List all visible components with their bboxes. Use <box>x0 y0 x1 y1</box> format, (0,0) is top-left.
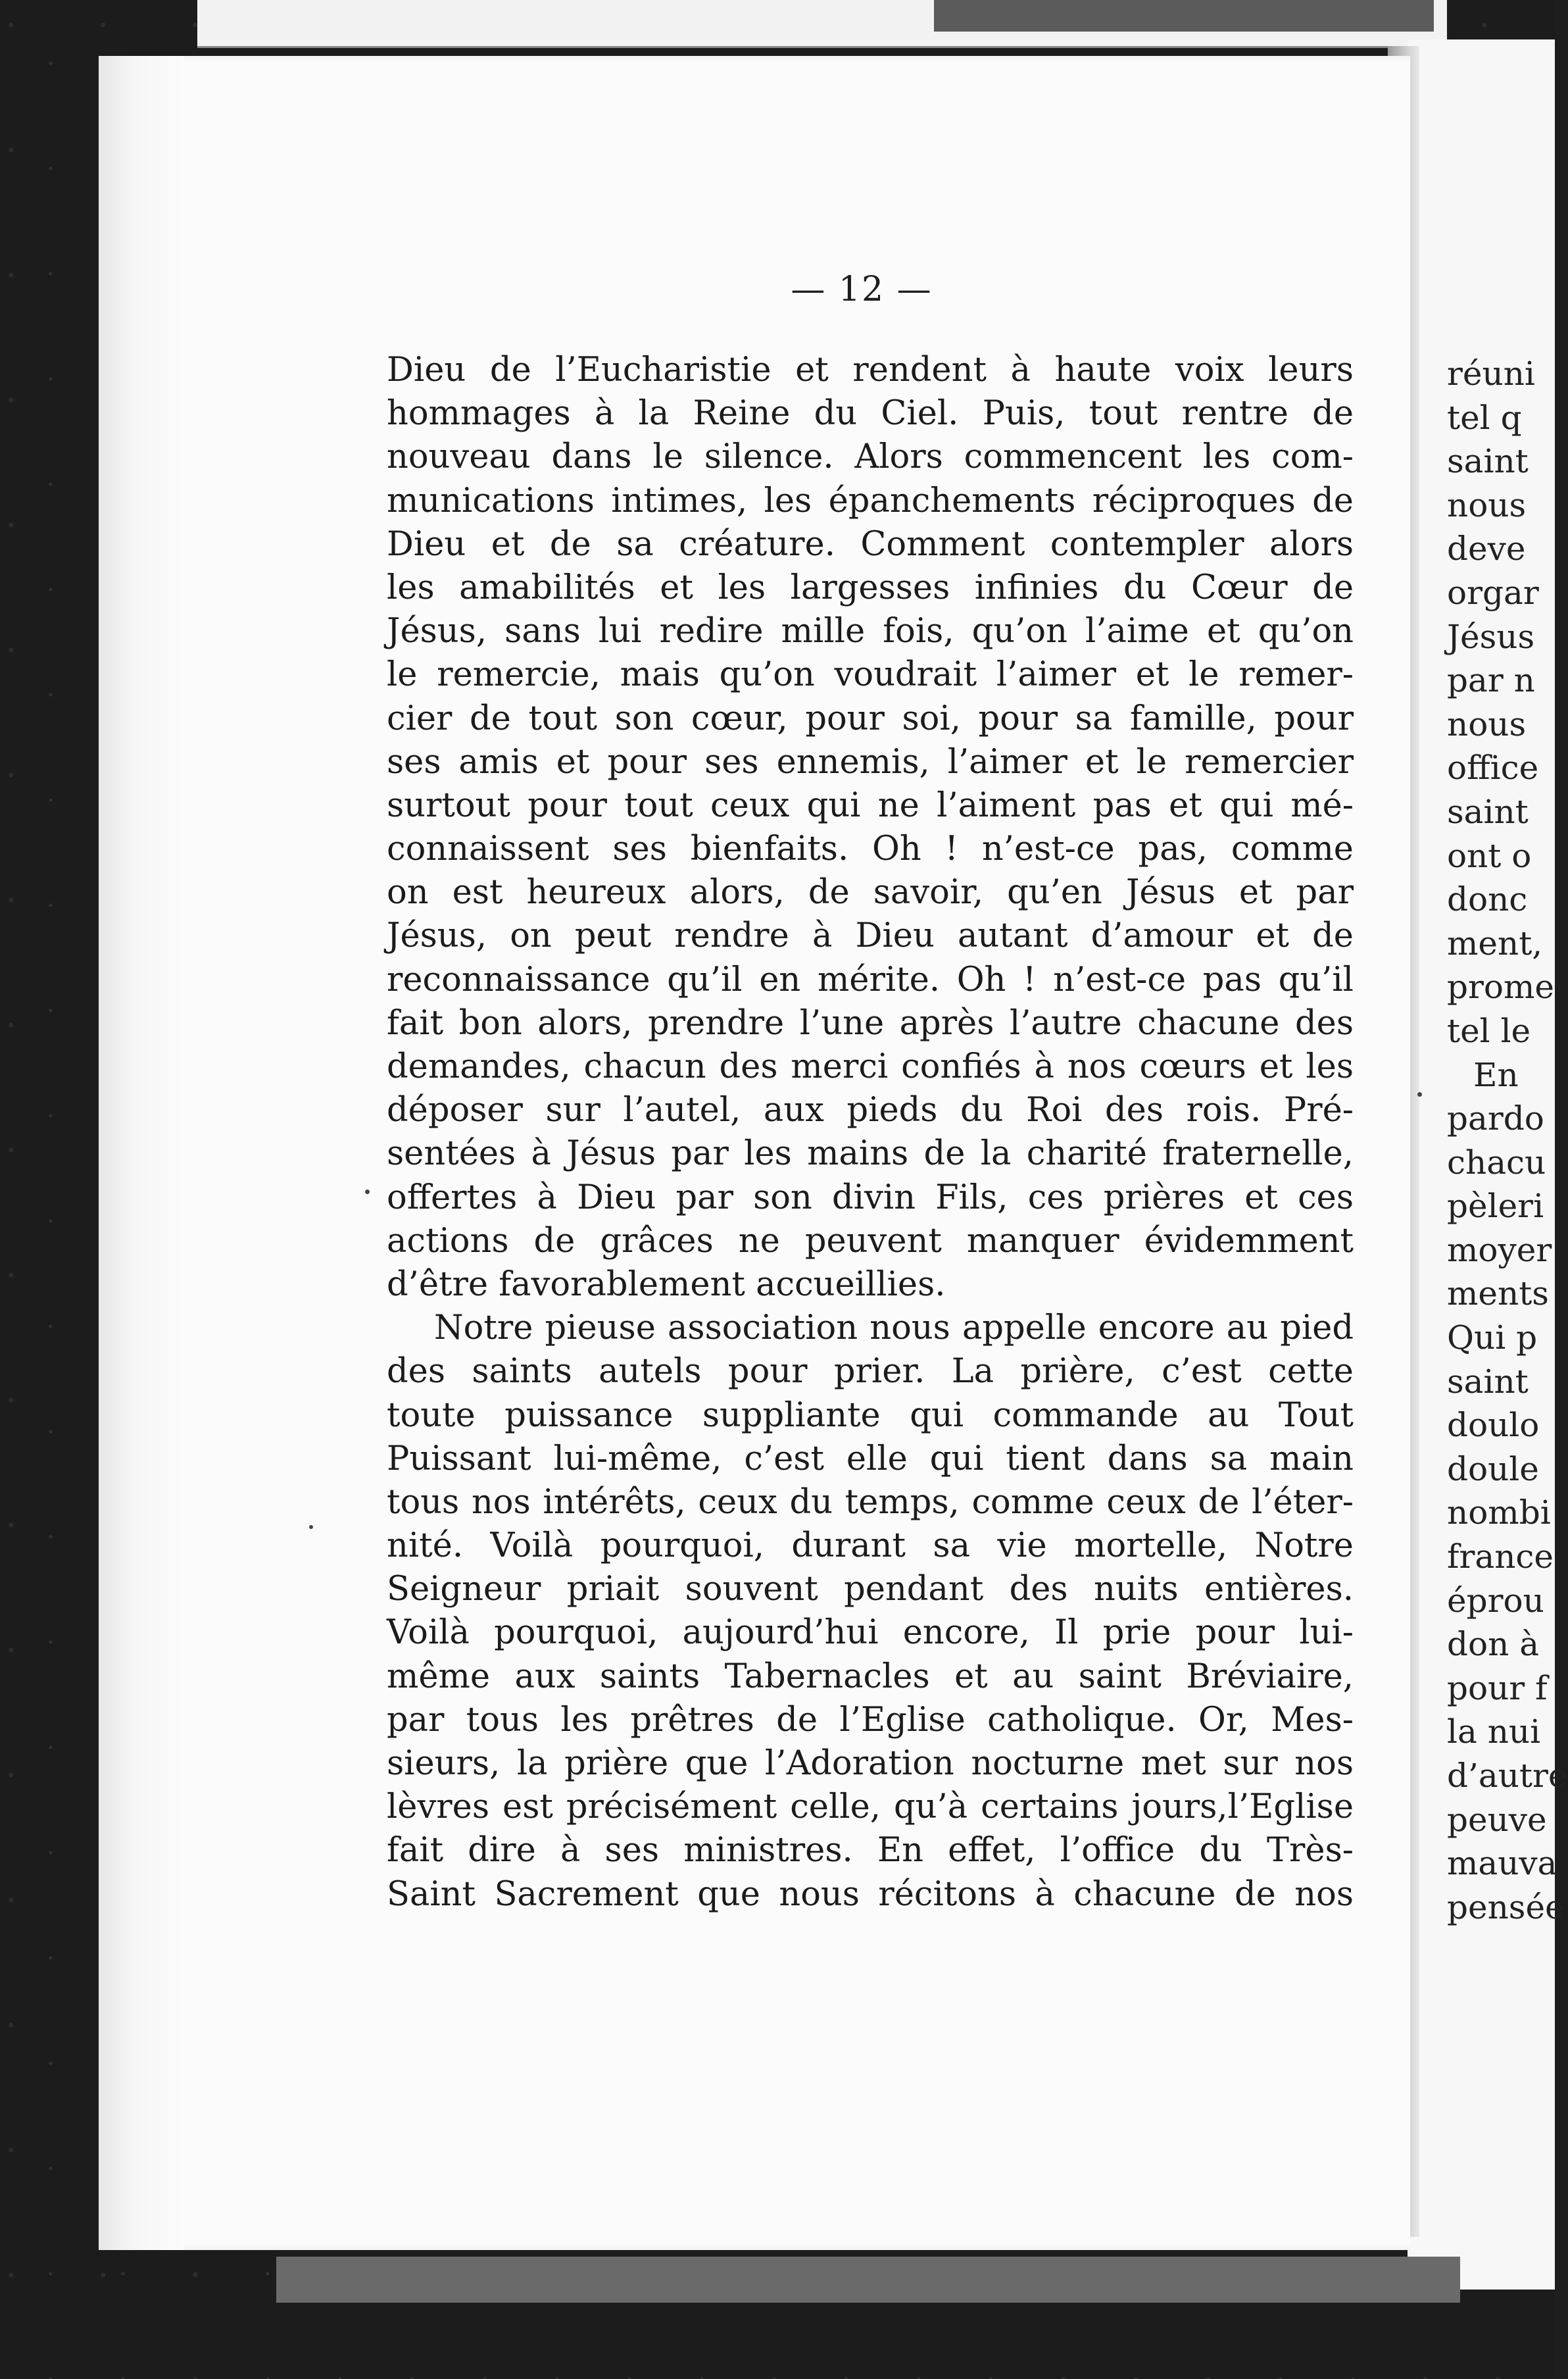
adjacent-text-fragment: ont o <box>1447 836 1532 875</box>
text-line: déposer sur l’autel, aux pieds du Roi des rois. Pré- <box>387 1091 1354 1130</box>
adjacent-text-fragment: saint <box>1447 442 1529 481</box>
text-line: Dieu et de sa créature. Comment contempler alors <box>387 524 1354 564</box>
text-line: toute puissance suppliante qui commande au Tout <box>387 1395 1354 1435</box>
adjacent-text-fragment: tel q <box>1447 398 1522 437</box>
text-line: surtout pour tout ceux qui ne l’aiment pas et qui mé- <box>387 786 1354 825</box>
adjacent-text-fragment: orgar <box>1447 573 1539 612</box>
adjacent-text-fragment: réuni <box>1447 355 1535 393</box>
text-line: sieurs, la prière que l’Adoration nocturne met sur nos <box>387 1744 1354 1783</box>
text-line: Puissant lui-même, c’est elle qui tient dans sa main <box>387 1439 1354 1478</box>
text-line: nité. Voilà pourquoi, durant sa vie mortelle, Notre <box>387 1526 1354 1566</box>
text-line: Notre pieuse association nous appelle encore au pied <box>434 1309 1354 1348</box>
adjacent-text-fragment: doulo <box>1447 1406 1540 1445</box>
adjacent-text-fragment: saint <box>1447 792 1529 831</box>
adjacent-text-fragment: mauva <box>1447 1844 1557 1883</box>
adjacent-text-fragment: ments <box>1447 1274 1549 1313</box>
text-line: tous nos intérêts, ceux du temps, comme ceux de l’éter- <box>387 1482 1354 1522</box>
text-line: reconnaissance qu’il en mérite. Oh ! n’est-ce pas qu’il <box>387 960 1354 999</box>
text-line: actions de grâces ne peuvent manquer évidemment <box>387 1221 1354 1261</box>
text-line: Voilà pourquoi, aujourd’hui encore, Il prie pour lui- <box>387 1613 1354 1653</box>
text-line: ses amis et pour ses ennemis, l’aimer et le remercier <box>387 742 1354 782</box>
text-line: on est heureux alors, de savoir, qu’en Jésus et par <box>387 873 1354 913</box>
text-line: nouveau dans le silence. Alors commencent les com- <box>387 438 1354 477</box>
adjacent-text-fragment: chacu <box>1447 1143 1546 1182</box>
page-left-edge <box>99 56 184 2250</box>
text-line: demandes, chacun des merci confiés à nos cœurs et les <box>387 1047 1354 1086</box>
text-line: connaissent ses bienfaits. Oh ! n’est-ce pas, comme <box>387 830 1354 869</box>
text-line: lèvres est précisément celle, qu’à certains jours,l’Eglise <box>387 1788 1354 1827</box>
adjacent-text-fragment: pour f <box>1447 1668 1548 1707</box>
adjacent-text-fragment: pardo <box>1447 1099 1544 1138</box>
adjacent-text-fragment: ment, <box>1447 924 1543 963</box>
adjacent-text-fragment: doule <box>1447 1449 1539 1488</box>
adjacent-text-fragment: d’autre <box>1447 1757 1568 1795</box>
adjacent-text-fragment: nous <box>1447 486 1527 524</box>
text-line: cier de tout son cœur, pour soi, pour sa famille, pour <box>387 699 1354 738</box>
adjacent-text-fragment: Jésus <box>1447 617 1535 656</box>
text-line: d’être favorablement accueillies. <box>387 1265 946 1304</box>
text-line: des saints autels pour prier. La prière, c’est cette <box>387 1352 1354 1391</box>
adjacent-text-fragment: éprou <box>1447 1581 1544 1620</box>
text-line: sentées à Jésus par les mains de la charité fraternelle, <box>387 1134 1354 1174</box>
adjacent-text-fragment: En <box>1473 1055 1519 1094</box>
text-line: le remercie, mais qu’on voudrait l’aimer et le remer- <box>387 655 1354 695</box>
top-sheet-shadow <box>934 0 1434 32</box>
adjacent-text-fragment: nombi <box>1447 1493 1551 1532</box>
adjacent-text-fragment: pensée <box>1447 1888 1565 1926</box>
page-body-text <box>387 349 1354 1916</box>
adjacent-text-fragment: prome <box>1447 968 1555 1007</box>
adjacent-text-fragment: deve <box>1447 530 1526 568</box>
text-line: Jésus, on peut rendre à Dieu autant d’amour et de <box>387 916 1354 956</box>
adjacent-text-fragment: la nui <box>1447 1713 1541 1751</box>
text-line: fait bon alors, prendre l’une après l’autre chacune des <box>387 1003 1354 1043</box>
text-line: Dieu de l’Eucharistie et rendent à haute voix leurs <box>387 351 1354 389</box>
text-line: Jésus, sans lui redire mille fois, qu’on l’aime et qu’on <box>387 612 1354 651</box>
scan-speck <box>1417 1092 1422 1097</box>
adjacent-text-fragment: saint <box>1447 1362 1529 1401</box>
text-line: munications intimes, les épanchements réciproques de <box>387 481 1354 520</box>
adjacent-text-fragment: pèleri <box>1447 1187 1544 1226</box>
adjacent-text-fragment: nous <box>1447 705 1527 743</box>
scan-speck <box>365 1190 370 1194</box>
text-line: fait dire à ses ministres. En effet, l’office du Très- <box>387 1831 1354 1870</box>
text-line: Seigneur priait souvent pendant des nuits entières. <box>387 1570 1354 1609</box>
adjacent-page-text <box>1447 352 1568 1929</box>
page-number: — 12 — <box>791 270 933 309</box>
text-line: Saint Sacrement que nous récitons à chacune de nos <box>387 1874 1354 1914</box>
adjacent-text-fragment: don à <box>1447 1625 1540 1664</box>
bottom-sheet-edge <box>276 2257 1460 2303</box>
adjacent-text-fragment: donc <box>1447 880 1528 919</box>
text-line: hommages à la Reine du Ciel. Puis, tout rentre de <box>387 394 1354 434</box>
adjacent-text-fragment: Qui p <box>1447 1318 1538 1357</box>
scan-speck <box>309 1525 313 1529</box>
adjacent-text-fragment: moyer <box>1447 1230 1552 1269</box>
text-line: offertes à Dieu par son divin Fils, ces prières et ces <box>387 1178 1354 1217</box>
adjacent-text-fragment: france <box>1447 1538 1554 1576</box>
text-line: les amabilités et les largesses infinies du Cœur de <box>387 568 1354 607</box>
adjacent-text-fragment: office <box>1447 749 1539 788</box>
text-line: par tous les prêtres de l’Eglise catholique. Or, Mes- <box>387 1700 1354 1740</box>
text-line: même aux saints Tabernacles et au saint Bréviaire, <box>387 1657 1354 1696</box>
adjacent-text-fragment: peuve <box>1447 1800 1547 1839</box>
adjacent-text-fragment: par n <box>1447 661 1535 700</box>
adjacent-text-fragment: tel le <box>1447 1011 1531 1050</box>
